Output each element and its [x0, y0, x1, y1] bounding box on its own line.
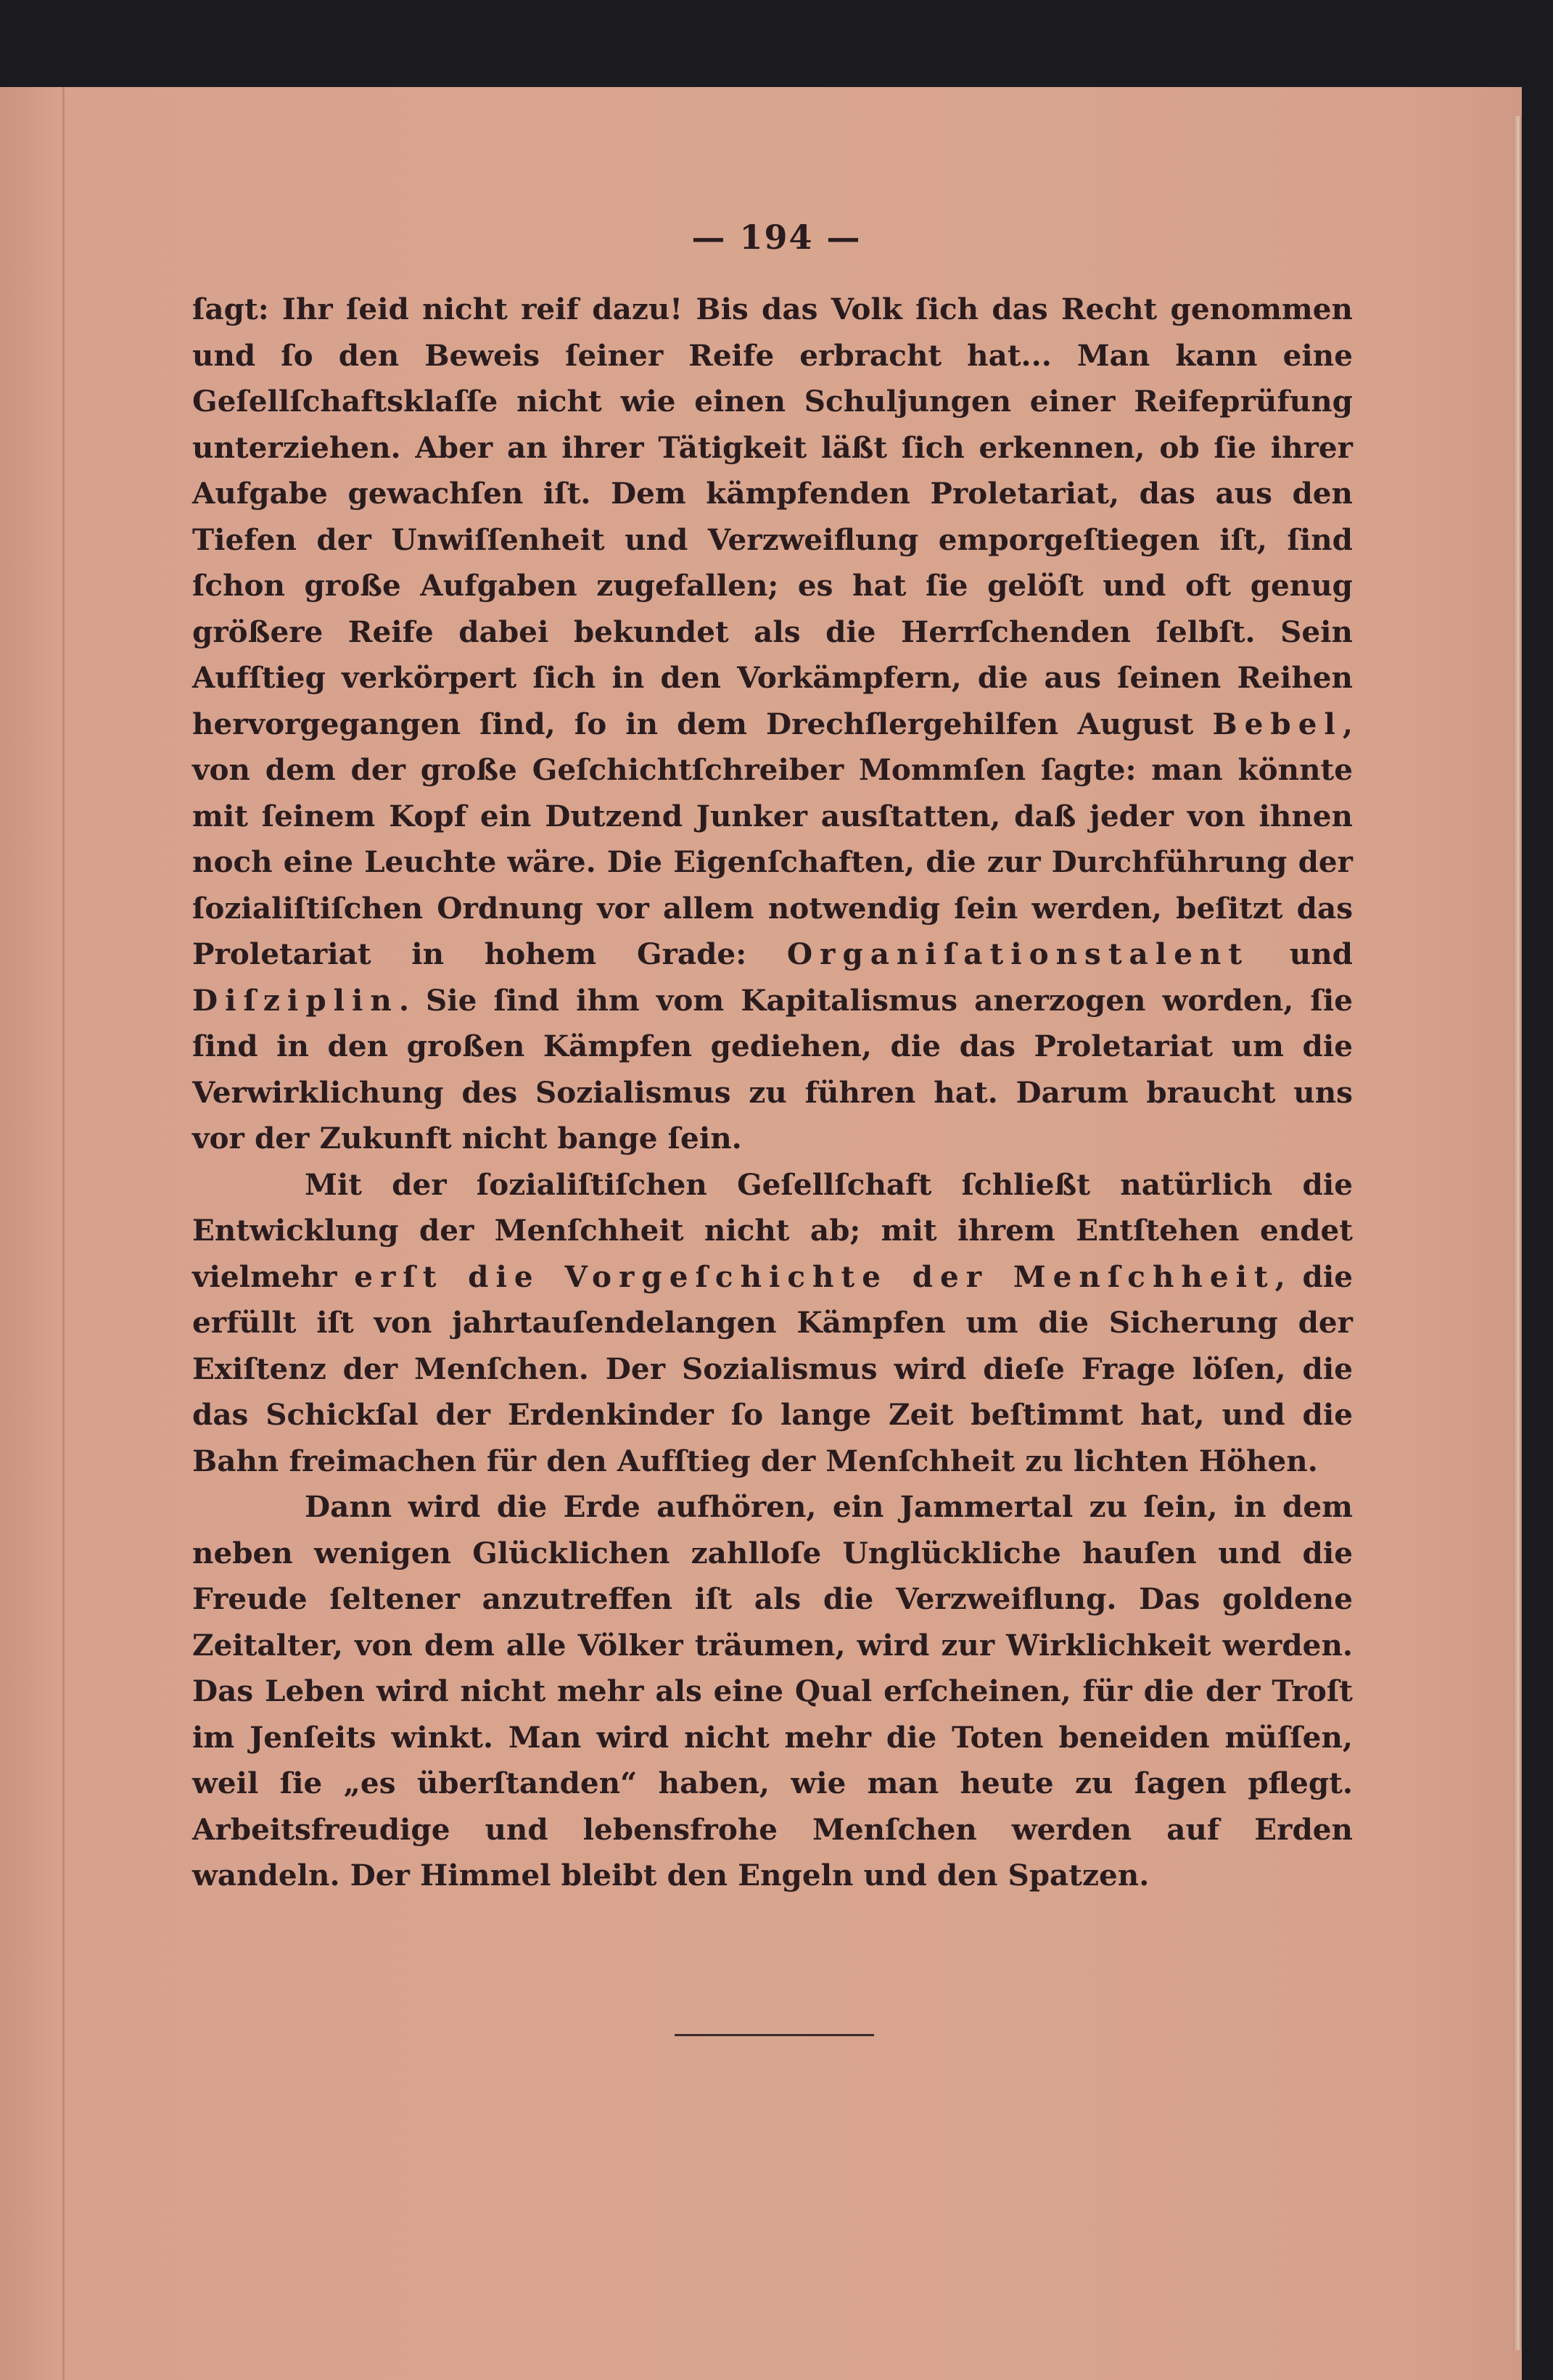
page-number: — 194 — [691, 218, 862, 257]
paragraph: Mit der ſozialiſtiſchen Geſellſchaft ſchließt natürlich die Entwicklung der Menſchheit nicht ab; mit ihrem Entſtehen endet vielmehr erſt die Vorgeſchichte der Menſchheit, die erfüllt iſt von jahrtauſendelangen Kämpfen um die Sicherung der Exiſtenz der Menſchen. Der Sozialismus wird dieſe Frage löſen, die das Schickſal der Erdenkinder ſo lange Zeit beſtimmt hat, und die Bahn freimachen für den Aufſtieg der Menſchheit zu lichten Höhen. [192, 1166, 1354, 1478]
emphasized-term: Diſziplin [192, 982, 399, 1018]
paragraph: ſagt: Ihr ſeid nicht reif dazu! Bis das Volk ſich das Recht genommen und ſo den Beweis ſeiner Reife erbracht hat... Man kann eine Geſellſchaftsklaſſe nicht wie einen Schuljungen einer Reifeprüfung unterziehen. Aber an ihrer Tätigkeit läßt ſich erkennen, ob ſie ihrer Aufgabe gewachſen iſt. Dem kämpfenden Proletariat, das aus den Tiefen der Unwiſſenheit und Verzweiflung emporgeſtiegen iſt, ſind ſchon große Aufgaben zugefallen; es hat ſie gelöſt und oft genug größere Reife dabei bekundet als die Herrſchenden ſelbſt. Sein Aufſtieg verkörpert ſich in den Vorkämpfern, die aus ſeinen Reihen hervorgegangen ſind, ſo in dem Drechſlergehilfen August Bebel, von dem der große Geſchichtſchreiber Mommſen ſagte: man könnte mit ſeinem Kopf ein Dutzend Junker ausſtatten, daß jeder von ihnen noch eine Leuchte wäre. Die Eigenſchaften, die zur Durchführung der ſozialiſtiſchen Ordnung vor allem notwendig ſein werden, beſitzt das Proletariat in hohem Grade: Organiſationstalent und Diſziplin. Sie ſind ihm vom Kapitalismus anerzogen worden, ſie ſind in den großen Kämpfen gediehen, die das Proletariat um die Verwirklichung des Sozialismus zu führen hat. Darum braucht uns vor der Zukunft nicht bange ſein. [192, 292, 1353, 1156]
paragraph: Dann wird die Erde aufhören, ein Jammertal zu ſein, in dem neben wenigen Glücklichen zahlloſe Unglückliche hauſen und die Freude ſeltener anzutreffen iſt als die Verzweiflung. Das goldene Zeitalter, von dem alle Völker träumen, wird zur Wirklichkeit werden. Das Leben wird nicht mehr als eine Qual erſcheinen, für die der Troſt im Jenſeits winkt. Man wird nicht mehr die Toten beneiden müſſen, weil ſie „es überſtanden“ haben, wie man heute zu ſagen pflegt. Arbeitsfreudige und lebensfrohe Menſchen werden auf Erden wandeln. Der Himmel bleibt den Engeln und den Spatzen. [192, 1489, 1353, 1893]
body-text [192, 287, 1353, 1899]
emphasized-phrase: erſt die Vorgeſchichte der Menſchheit [354, 1259, 1275, 1294]
page-edge [1513, 116, 1522, 2350]
emphasized-name: Bebel [1212, 706, 1343, 741]
emphasized-term: Organiſationstalent [786, 936, 1250, 971]
closing-rule [675, 2034, 874, 2036]
